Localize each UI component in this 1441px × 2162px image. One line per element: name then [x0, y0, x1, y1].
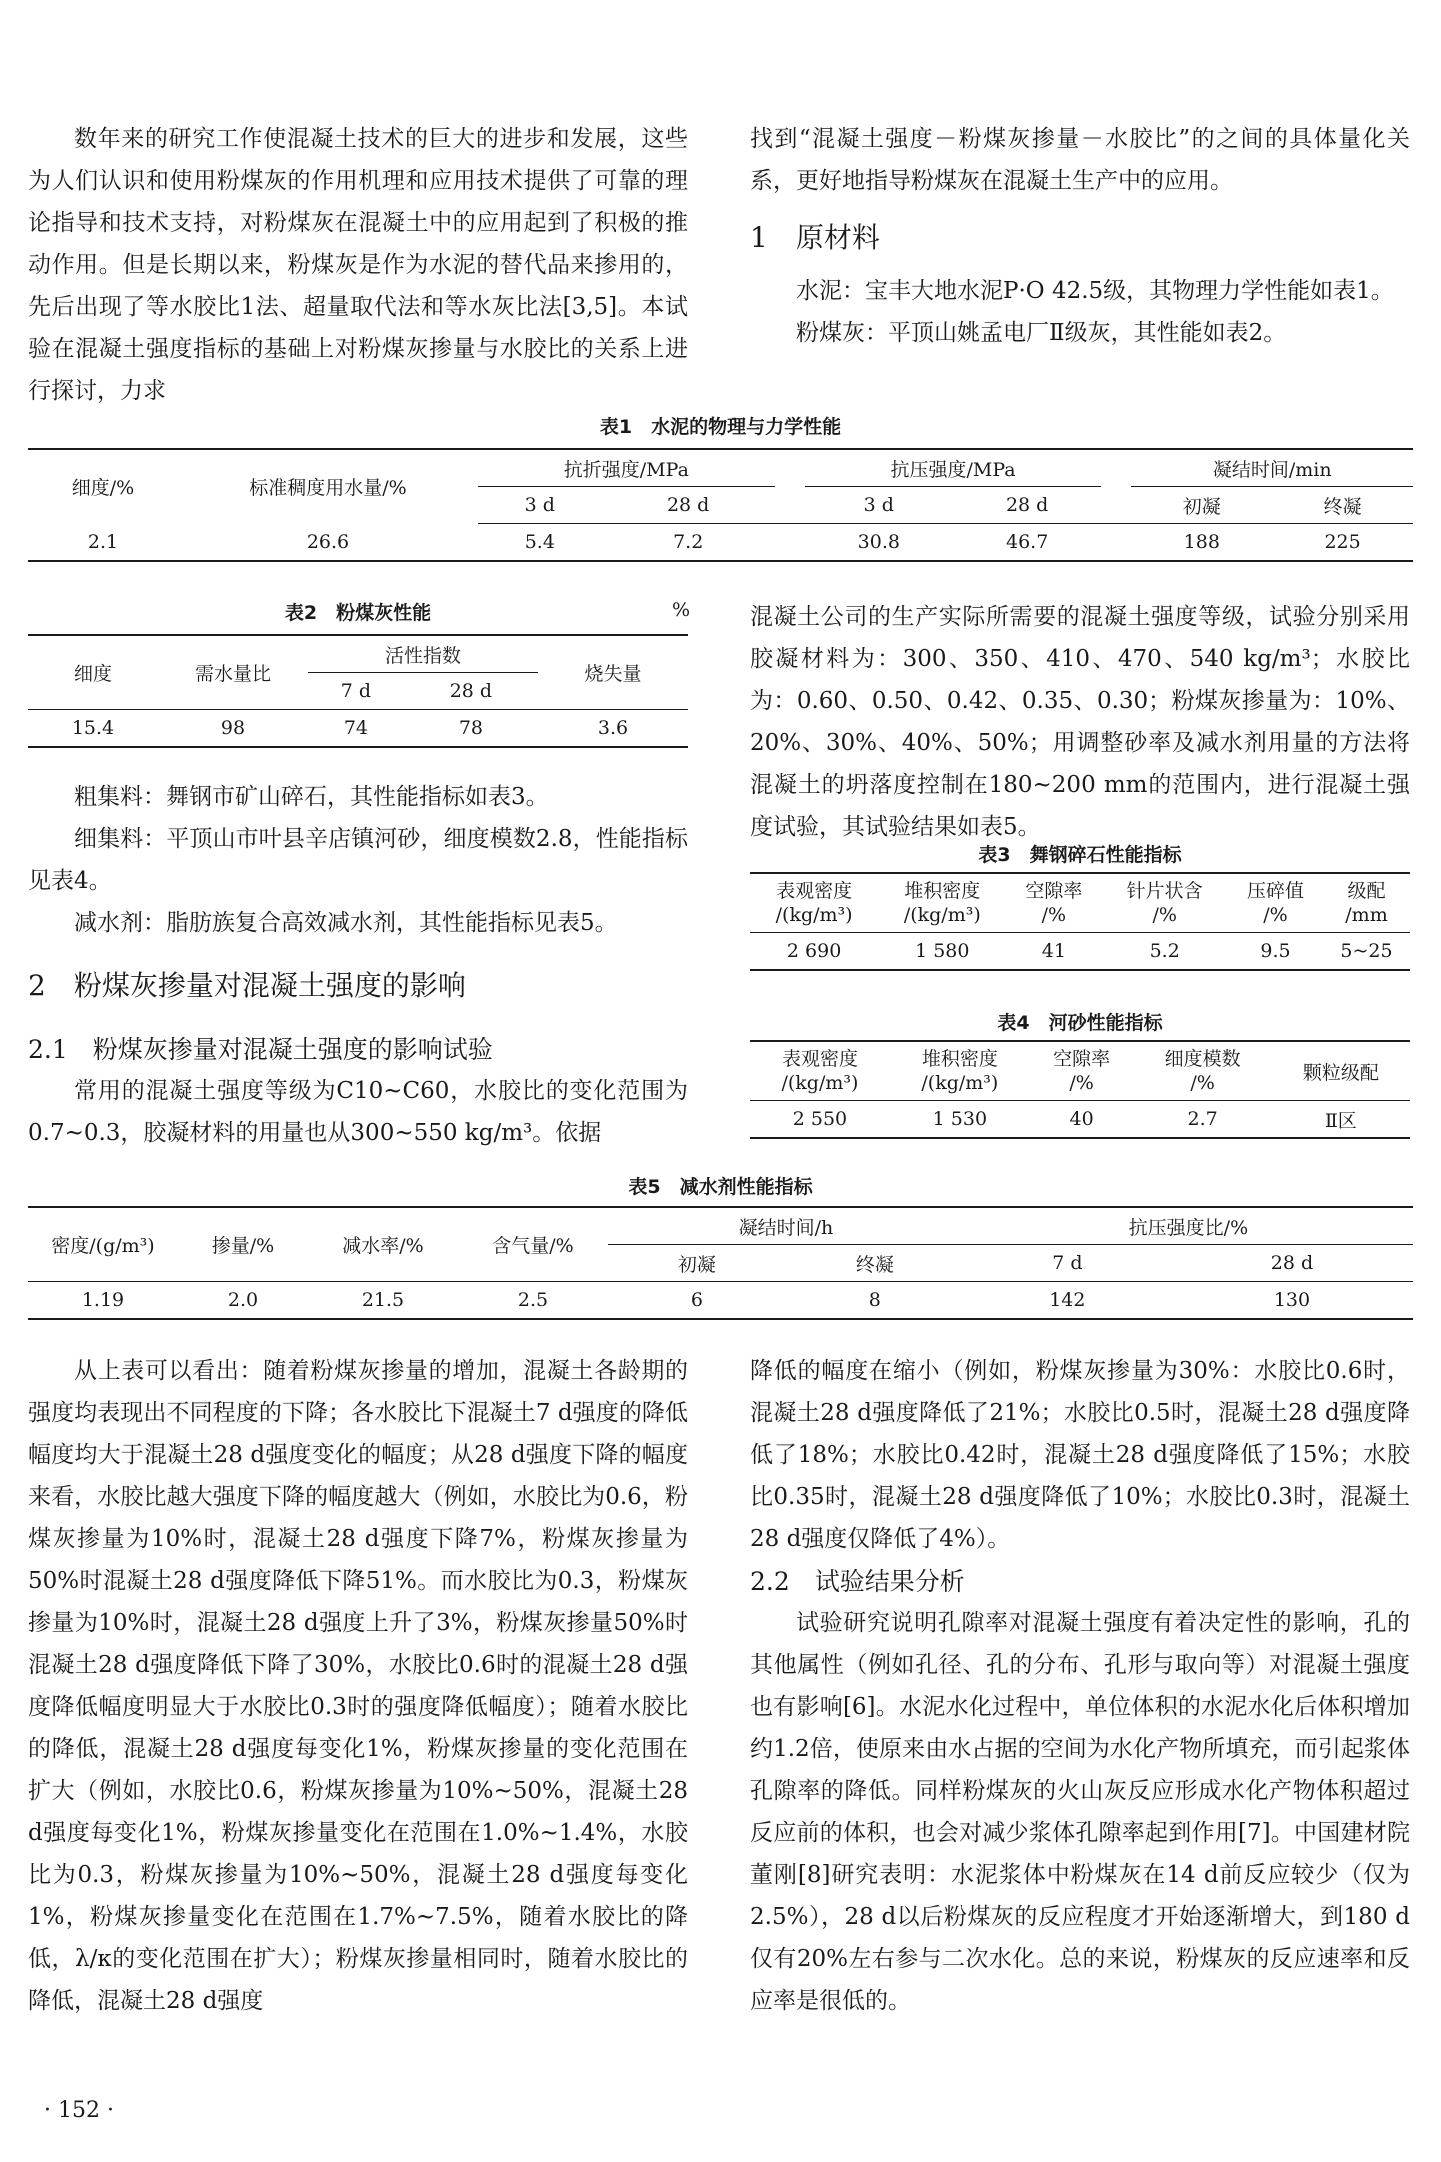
table-3-caption: 表3 舞钢碎石性能指标	[978, 844, 1182, 866]
table-1-header: 抗折强度/MPa	[478, 449, 775, 487]
table-3-cell: 5.2	[1149, 940, 1180, 962]
flyash-paragraph: 粉煤灰：平顶山姚孟电厂Ⅱ级灰，其性能如表2。	[796, 320, 1287, 346]
table-5-subheader: 初凝	[608, 1245, 786, 1282]
table-3-header-unit: /(kg/m³)	[775, 904, 853, 926]
table-3-header-name: 针片状含	[1126, 880, 1203, 902]
table-1-header: 标准稠度用水量/%	[249, 477, 407, 500]
table-4-header-unit: /(kg/m³)	[781, 1072, 859, 1094]
table-1-subheader: 初凝	[1131, 487, 1272, 524]
table-5-cell: 8	[868, 1289, 881, 1311]
table-2	[28, 634, 688, 748]
table-3-header	[1006, 873, 1101, 933]
table-5-header: 凝结时间/h	[608, 1207, 964, 1245]
table-4-header	[1030, 1041, 1134, 1101]
table-3-header	[878, 873, 1006, 933]
table-3-header-unit: /(kg/m³)	[903, 904, 981, 926]
table-5-caption: 表5 减水剂性能指标	[628, 1176, 813, 1198]
table-2-header: 需水量比	[194, 663, 271, 685]
reducer-paragraph: 减水剂：脂肪族复合高效减水剂，其性能指标见表5。	[74, 910, 618, 936]
table-3-header	[1101, 873, 1228, 933]
table-5-cell: 6	[690, 1289, 703, 1311]
table-3-header	[750, 873, 878, 933]
table-1-caption: 表1 水泥的物理与力学性能	[599, 416, 842, 438]
table-4-cell: 2.7	[1187, 1108, 1218, 1130]
table-3-header-unit: /mm	[1345, 904, 1388, 926]
table-5-cell: 1.19	[28, 1282, 178, 1320]
table-1-header: 抗压强度/MPa	[805, 449, 1102, 487]
table-4-header-name: 细度模数	[1164, 1048, 1241, 1070]
table-4-header-name: 堆积密度	[921, 1048, 998, 1070]
table-4-cell: 2 550	[792, 1108, 848, 1130]
section-1-title: 1 原材料	[750, 221, 880, 254]
table-2-unit: %	[672, 599, 691, 621]
table-1-header: 细度/%	[71, 477, 135, 500]
table-1-cell: 30.8	[857, 531, 900, 553]
table-4-cell: Ⅱ区	[1324, 1109, 1357, 1132]
table-3-header-name: 堆积密度	[904, 880, 981, 902]
left-column-bottom	[28, 1350, 688, 2022]
coarse-aggregate-paragraph: 粗集料：舞钢市矿山碎石，其性能指标如表3。	[74, 784, 549, 810]
results-paragraph: 从上表可以看出：随着粉煤灰掺量的增加，混凝土各龄期的强度均表现出不同程度的下降；各水胶比下混凝土7 d强度的降低幅度均大于混凝土28 d强度变化的幅度；从28 d强度下降的幅度来看，水胶比越大强度下降的幅度越大（例如，水胶比为0.6，粉煤灰掺量为10%时，混凝土28 d强度下降7%，粉煤灰掺量为50%时混凝土28 d强度降低下降51%。而水胶比为0.3，粉煤灰掺量为10%时，混凝土28 d强度上升了3%，粉煤灰掺量50%时混凝土28 d强度降低下降了30%，水胶比0.6时的混凝土28 d强度降低幅度明显大于水胶比0.3时的强度降低幅度）；随着水胶比的降低，混凝土28 d强度每变化1%，粉煤灰掺量的变化范围在扩大（例如，水胶比0.6，粉煤灰掺量为10%~50%，混凝土28 d强度每变化1%，粉煤灰掺量变化在范围在1.0%~1.4%，水胶比为0.3，粉煤灰掺量为10%~50%，混凝土28 d强度每变化1%，粉煤灰掺量变化在范围在1.7%~7.5%，随着水胶比的降低，λ/κ的变化范围在扩大）；粉煤灰掺量相同时，随着水胶比的降低，混凝土28 d强度	[28, 1358, 688, 2014]
table-2-caption: 表2 粉煤灰性能	[284, 602, 432, 624]
table-4-header: 颗粒级配	[1272, 1041, 1410, 1101]
table-5-cell: 2.0	[178, 1282, 308, 1320]
table-4-header	[890, 1041, 1030, 1101]
table-3-cell: 2 690	[786, 940, 842, 962]
table-5-header: 减水率/%	[342, 1235, 424, 1257]
section-2-1-paragraph: 常用的混凝土强度等级为C10~C60，水胶比的变化范围为0.7~0.3，胶凝材料的用量也从300~550 kg/m³。依据	[28, 1078, 688, 1146]
section-2-title: 2 粉煤灰掺量对混凝土强度的影响	[28, 969, 466, 1002]
table-3-header-name: 压碎值	[1247, 880, 1305, 902]
experiment-paragraph: 混凝土公司的生产实际所需要的混凝土强度等级，试验分别采用胶凝材料为：300、350、410、470、540 kg/m³；水胶比为：0.60、0.50、0.42、0.35、0.30；粉煤灰掺量为：10%、20%、30%、40%、50%；用调整砂率及减水剂用量的方法将混凝土的坍落度控制在180~200 mm的范围内，进行混凝土强度试验，其试验结果如表5。	[750, 604, 1410, 840]
table-2-cell: 15.4	[28, 710, 158, 748]
table-5-header: 掺量/%	[211, 1235, 275, 1257]
table-3-cell: 41	[1041, 940, 1066, 962]
fine-aggregate-paragraph: 细集料：平顶山市叶县辛店镇河砂，细度模数2.8，性能指标见表4。	[28, 826, 688, 894]
table-1-subheader: 终凝	[1272, 487, 1413, 524]
table-4-caption: 表4 河砂性能指标	[997, 1012, 1163, 1034]
table-1-subheader: 3 d	[805, 487, 953, 524]
table-4-header	[1133, 1041, 1271, 1101]
table-1-cell: 7.2	[673, 531, 704, 553]
table-1-cell: 225	[1324, 531, 1361, 553]
table-2-header: 活性指数	[308, 635, 538, 673]
table-1-cell: 26.6	[306, 530, 350, 553]
table-3	[750, 872, 1410, 971]
table-1-subheader: 28 d	[602, 487, 775, 524]
table-4-header-name: 空隙率	[1053, 1048, 1111, 1070]
table-2-header: 细度	[73, 663, 112, 685]
table-5-cell: 142	[1049, 1289, 1086, 1311]
intro-paragraph: 数年来的研究工作使混凝土技术的巨大的进步和发展，这些为人们认识和使用粉煤灰的作用机理和应用技术提供了可靠的理论指导和技术支持，对粉煤灰在混凝土中的应用起到了积极的推动作用。但是长期以来，粉煤灰是作为水泥的替代品来掺用的，先后出现了等水胶比1法、超量取代法和等水灰比法[3,5]。本试验在混凝土强度指标的基础上对粉煤灰掺量与水胶比的关系上进行探讨，力求	[28, 126, 688, 404]
table-5-subheader: 终凝	[786, 1245, 964, 1282]
table-4-header-unit: /%	[1190, 1072, 1215, 1094]
table-2-subheader: 28 d	[404, 673, 538, 710]
table-3-header-unit: /%	[1152, 904, 1177, 926]
table-4-header-unit: /%	[1069, 1072, 1094, 1094]
table-1-subheader: 3 d	[478, 487, 602, 524]
table-3-header-name: 空隙率	[1025, 880, 1083, 902]
table-1-cell: 188	[1183, 531, 1220, 553]
results-paragraph-continued: 降低的幅度在缩小（例如，粉煤灰掺量为30%：水胶比0.6时，混凝土28 d强度降低了21%；水胶比0.5时，混凝土28 d强度降低了18%；水胶比0.42时，混凝土28 d强度降低了15%；水胶比0.35时，混凝土28 d强度降低了10%；水胶比0.3时，混凝土28 d强度仅降低了4%）。	[750, 1358, 1410, 1552]
table-2-subheader: 7 d	[308, 673, 404, 710]
table-5	[28, 1206, 1413, 1320]
table-1-cell: 2.1	[87, 530, 119, 553]
section-2-2-title: 2.2 试验结果分析	[750, 1567, 965, 1596]
right-column-middle	[750, 596, 1410, 848]
table-2-header: 烧失量	[584, 663, 642, 685]
table-4	[750, 1040, 1410, 1139]
table-3-cell: 1 580	[915, 940, 970, 962]
table-1-cell: 5.4	[524, 531, 555, 553]
table-4-cell: 1 530	[932, 1108, 988, 1130]
table-3-header	[1323, 873, 1410, 933]
table-5-cell: 130	[1273, 1289, 1311, 1311]
intro-paragraph-continued: 找到“混凝土强度－粉煤灰掺量－水胶比”的之间的具体量化关系，更好地指导粉煤灰在混凝土生产中的应用。	[750, 126, 1410, 194]
table-3-header-unit: /%	[1041, 904, 1067, 926]
table-3-header-name: 表观密度	[776, 880, 853, 902]
table-4-header-name: 表观密度	[781, 1048, 858, 1070]
table-5-subheader: 28 d	[1171, 1245, 1413, 1282]
right-column-bottom	[750, 1350, 1410, 2022]
section-2-1-title: 2.1 粉煤灰掺量对混凝土强度的影响试验	[28, 1035, 493, 1064]
table-4-cell: 40	[1069, 1108, 1094, 1130]
table-1-subheader: 28 d	[953, 487, 1102, 524]
table-3-header-unit: /%	[1263, 904, 1288, 926]
table-3-header-name: 级配	[1347, 880, 1386, 902]
table-5-header: 密度/(g/m³)	[51, 1235, 155, 1257]
table-2-cell: 3.6	[538, 710, 688, 748]
table-5-cell: 21.5	[308, 1282, 458, 1320]
page-number: · 152 ·	[44, 2098, 114, 2123]
table-4-header-unit: /(kg/m³)	[921, 1072, 999, 1094]
table-1-cell: 46.7	[1006, 531, 1049, 553]
table-3-cell: 5~25	[1340, 940, 1393, 962]
right-column-top	[750, 118, 1410, 354]
table-5-header: 含气量/%	[492, 1235, 574, 1257]
table-2-cell: 74	[308, 710, 404, 748]
table-2-cell: 98	[158, 710, 308, 748]
table-2-cell: 78	[404, 710, 538, 748]
table-1	[28, 448, 1413, 562]
table-5-subheader: 7 d	[964, 1245, 1171, 1282]
table-5-cell: 2.5	[458, 1282, 608, 1320]
table-4-header	[750, 1041, 890, 1101]
table-3-header	[1228, 873, 1323, 933]
table-5-header: 抗压强度比/%	[964, 1207, 1413, 1245]
cement-paragraph: 水泥：宝丰大地水泥P·O 42.5级，其物理力学性能如表1。	[796, 278, 1394, 304]
analysis-paragraph: 试验研究说明孔隙率对混凝土强度有着决定性的影响，孔的其他属性（例如孔径、孔的分布、孔形与取向等）对混凝土强度也有影响[6]。水泥水化过程中，单位体积的水泥水化后体积增加约1.2倍，使原来由水占据的空间为水化产物所填充，而引起浆体孔隙率的降低。同样粉煤灰的火山灰反应形成水化产物体积超过反应前的体积，也会对减少浆体孔隙率起到作用[7]。中国建材院董刚[8]研究表明：水泥浆体中粉煤灰在14 d前反应较少（仅为2.5%），28 d以后粉煤灰的反应程度才开始逐渐增大，到180 d仅有20%左右参与二次水化。总的来说，粉煤灰的反应速率和反应率是很低的。	[750, 1610, 1410, 2014]
table-1-header: 凝结时间/min	[1131, 449, 1413, 487]
table-3-cell: 9.5	[1260, 940, 1291, 962]
left-column-top	[28, 118, 688, 412]
left-column-middle	[28, 776, 688, 1154]
